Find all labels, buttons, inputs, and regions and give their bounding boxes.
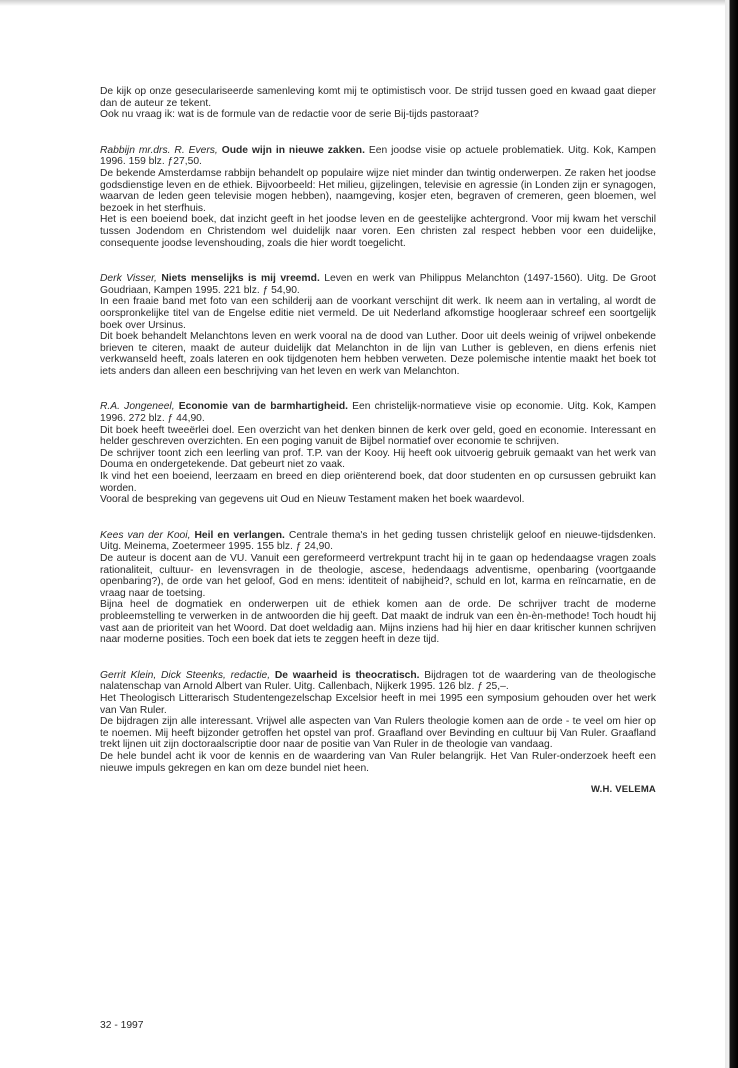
review-paragraph: Het is een boeiend boek, dat inzicht geeft in het joodse leven en de geestelijke achtergrond. Voor mij kwam het verschil tussen Jodendom en Christendom wel duidelijk naar voren. Een christen zal respect hebben voor een duidelijke, consequente joodse levenshouding, zoals die hier wordt toegelicht.: [100, 214, 656, 249]
review-book-title: Niets menselijks is mij vreemd.: [161, 273, 320, 285]
review-paragraph: De schrijver toont zich een leerling van prof. T.P. van der Kooy. Hij heeft ook uitvoerig gebruik gemaakt van het werk van Douma en ondergetekende. Dat gebeurt niet zo vaak.: [100, 447, 656, 471]
intro-paragraph: Ook nu vraag ik: wat is de formule van de redactie voor de serie Bij-tijds pastoraat?: [100, 109, 479, 121]
review-paragraph: De bijdragen zijn alle interessant. Vrijwel alle aspecten van Van Rulers theologie komen aan de orde - te veel om hier op te noemen. Mij heeft bijzonder getroffen het opstel van prof. Graafland over Bevinding en cultuur bij Van Ruler. Graafland trekt lijnen uit zijn doctoraalscriptie door naar de positie van Van Ruler in de theologie van vandaag.: [100, 716, 656, 751]
reviewer-signature: W.H. VELEMA: [590, 784, 656, 796]
review-book-title: Economie van de barmhartigheid.: [178, 401, 349, 413]
review-author: Rabbijn mr.drs. R. Evers,: [100, 144, 218, 156]
review-paragraph: De auteur is docent aan de VU. Vanuit een gereformeerd vertrekpunt tracht hij in te gaan op hedendaagse vragen zoals rationaliteit, cultuur- en levensvragen in de theologie, ascese, hedendaags adventisme, openbaring (voortgaande openbaring?), de orde van het geloof, God en mens: identiteit of nabijheid?, schuld en lot, karma en reïncarnatie, en de vraag naar de toetsing.: [100, 553, 656, 599]
review-heading: [100, 670, 656, 693]
review-book-title: De waarheid is theocratisch.: [274, 669, 420, 681]
review-heading: [100, 273, 656, 296]
book-review: [100, 670, 656, 774]
review-heading: [100, 401, 656, 424]
intro-section: [100, 86, 656, 121]
scan-right-edge: [725, 0, 738, 1068]
book-review: [100, 401, 656, 505]
page-number-footer: 32 - 1997: [100, 1020, 144, 1031]
review-book-details: Een joodse visie op actuele problematiek. Uitg. Kok, Kampen 1996. 159 blz. ƒ27,50.: [100, 144, 656, 168]
review-paragraph: Het Theologisch Litterarisch Studentengezelschap Excelsior heeft in mei 1995 een symposium gehouden over het werk van Van Ruler.: [100, 692, 656, 716]
book-review: [100, 530, 656, 646]
review-paragraph: Dit boek behandelt Melanchtons leven en werk vooral na de dood van Luther. Door uit deels weinig of vrijwel onbekende brieven te citeren, maakt de auteur duidelijk dat Melanchton in de lijn van Luther is gebleven, en diens erfenis niet verkwanseld heeft, zoals lateren en ook tijdgenoten hem hebben verweten. Deze polemische intentie maakt het boek tot iets anders dan alleen een beschrijving van het leven en werk van Melanchton.: [100, 331, 656, 377]
review-paragraph: De hele bundel acht ik voor de kennis en de waardering van Van Ruler belangrijk. Het Van Ruler-onderzoek heeft een nieuwe impuls gekregen en kan om deze bundel niet heen.: [100, 750, 656, 774]
review-author: Kees van der Kooi,: [100, 529, 191, 541]
review-paragraph: Vooral de bespreking van gegevens uit Oud en Nieuw Testament maken het boek waardevol.: [100, 494, 525, 506]
review-paragraph: De bekende Amsterdamse rabbijn behandelt op populaire wijze niet minder dan twintig onderwerpen. Ze raken het joodse godsdienstige leven en de ethiek. Bijvoorbeeld: Het milieu, gijzelingen, televisie en agressie (in Londen zijn er synagogen, waarvan de leden geen televisie mogen hebben), naamgeving, kosjer eten, begraven of cremeren, geen bloemen, wel bezoek in het sterfhuis.: [100, 167, 656, 214]
review-paragraph: Bijna heel de dogmatiek en onderwerpen uit de ethiek komen aan de orde. De schrijver tracht de moderne probleemstelling te verwerken in de antwoorden die hij geeft. Dat maakt de indruk van een èn-èn-methode! Toch houdt hij vast aan de prioriteit van het Woord. Dat doet weldadig aan. Mijns inziens had hij hier en daar kritischer kunnen schrijven naar moderne posities. Toch een boek dat iets te zeggen heeft in deze tijd.: [100, 599, 656, 646]
review-paragraph: Ik vind het een boeiend, leerzaam en breed en diep oriënterend boek, dat door studenten en op cursussen gebruikt kan worden.: [100, 471, 656, 494]
review-book-details: Een christelijk-normatieve visie op economie. Uitg. Kok, Kampen 1996. 272 blz. ƒ 44,90.: [100, 401, 656, 425]
review-book-title: Heil en verlangen.: [194, 529, 285, 541]
review-author: Gerrit Klein, Dick Steenks, redactie,: [100, 669, 271, 681]
review-author: R.A. Jongeneel,: [100, 401, 175, 413]
review-paragraph: In een fraaie band met foto van een schilderij aan de voorkant verschijnt dit werk. Ik neem aan in vertaling, al wordt de oorspronkelijke titel van de Engelse editie niet vermeld. De uit Nederland afkomstige hoogleraar schreef een soortgelijk boek over Ursinus.: [100, 296, 656, 331]
intro-paragraph: De kijk op onze geseculariseerde samenleving komt mij te optimistisch voor. De strijd tussen goed en kwaad gaat dieper dan de auteur ze tekent.: [100, 86, 656, 109]
review-heading: [100, 530, 656, 553]
review-heading: [100, 145, 656, 168]
reviews-list: [100, 145, 656, 774]
page-body: [100, 86, 656, 796]
review-book-details: Centrale thema's in het geding tussen christelijk geloof en nieuwe-tijdsdenken. Uitg. Meinema, Zoetermeer 1995. 155 blz. ƒ 24,90.: [100, 529, 656, 553]
book-review: [100, 145, 656, 249]
review-paragraph: Dit boek heeft tweeërlei doel. Een overzicht van het denken binnen de kerk over geld, goed en economie. Interessant en helder geschreven overzichten. En een poging vanuit de Bijbel normatief over economie te schrijven.: [100, 424, 656, 448]
page-top-shadow: [0, 0, 738, 6]
review-book-details: Bijdragen tot de waardering van de theologische nalatenschap van Arnold Albert van Ruler. Uitg. Callenbach, Nijkerk 1995. 126 blz. ƒ 25,–.: [100, 669, 656, 693]
book-review: [100, 273, 656, 377]
review-author: Derk Visser,: [100, 273, 157, 285]
review-book-title: Oude wijn in nieuwe zakken.: [221, 144, 365, 156]
review-book-details: Leven en werk van Philippus Melanchton (1497-1560). Uitg. De Groot Goudriaan, Kampen 1995. 221 blz. ƒ 54,90.: [100, 273, 656, 296]
